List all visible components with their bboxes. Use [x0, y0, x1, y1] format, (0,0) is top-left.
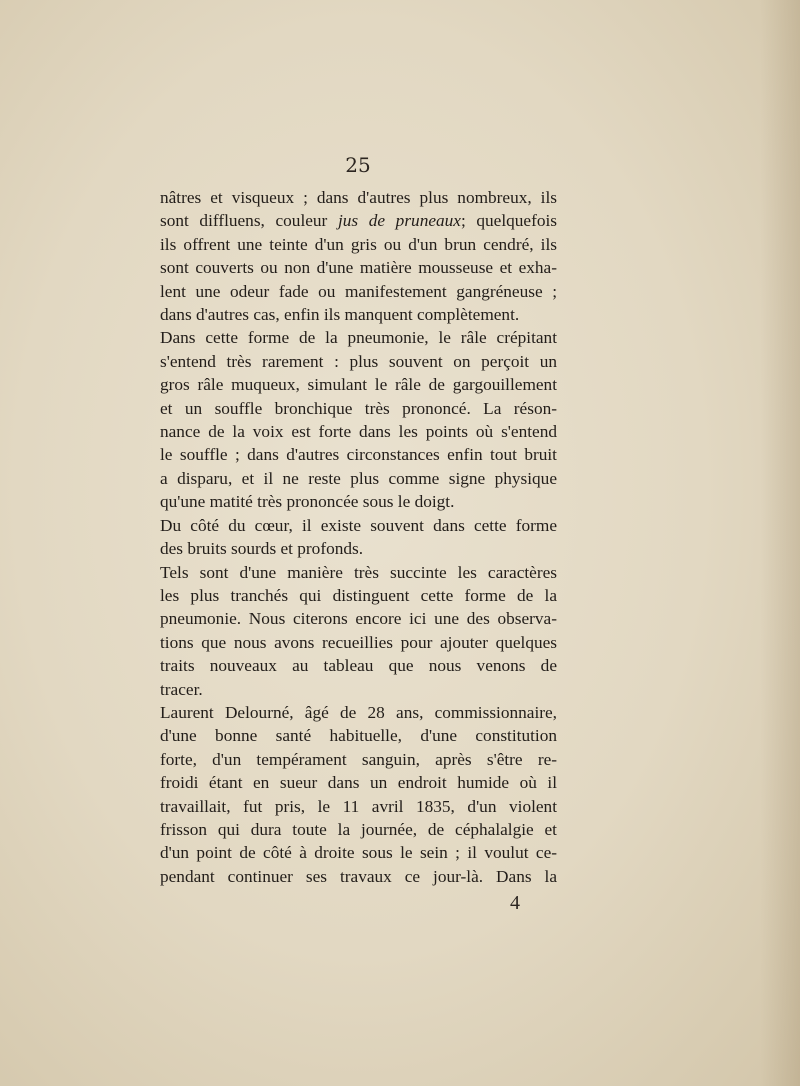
italic-phrase: jus de pruneaux — [337, 211, 461, 231]
page-edge-shadow — [760, 0, 800, 1086]
text-line: et un souffle bronchique très prononcé. La réson- — [160, 398, 557, 418]
text-line: des bruits sourds et profonds. — [160, 539, 364, 559]
text-line: nâtres et visqueux ; dans d'autres plus nombreux, ils — [160, 188, 557, 207]
text-line: nance de la voix est forte dans les points où s'entend — [160, 422, 557, 442]
text-line: qu'une matité très prononcée sous le doigt. — [160, 492, 455, 512]
line-part-b: ; quelquefois — [460, 211, 558, 231]
body-text — [160, 186, 557, 888]
text-line: dans d'autres cas, enfin ils manquent complètement. — [160, 305, 520, 325]
text-line: frisson qui dura toute la journée, de céphalalgie et — [160, 819, 557, 839]
text-line: d'une bonne santé habituelle, d'une constitution — [160, 726, 557, 746]
text-line: forte, d'un tempérament sanguin, après s'être re- — [160, 749, 557, 769]
text-line: travaillait, fut pris, le 11 avril 1835, d'un violent — [160, 796, 557, 816]
text-line: pneumonie. Nous citerons encore ici une des observa- — [160, 609, 557, 629]
text-line: d'un point de côté à droite sous le sein ; il voulut ce- — [160, 843, 557, 863]
text-line-italic — [160, 209, 557, 232]
text-line: s'entend très rarement : plus souvent on perçoit un — [160, 351, 557, 371]
text-line: gros râle muqueux, simulant le râle de gargouillement — [160, 375, 557, 395]
text-line: sont couverts ou non d'une matière mousseuse et exha- — [160, 258, 557, 278]
page-number: 25 — [345, 153, 371, 177]
text-line: ils offrent une teinte d'un gris ou d'un brun cendré, ils — [160, 234, 557, 254]
text-line: pendant continuer ses travaux ce jour-là. Dans la — [160, 866, 557, 886]
text-line: les plus tranchés qui distinguent cette forme de la — [160, 585, 557, 605]
text-line: a disparu, et il ne reste plus comme signe physique — [160, 468, 557, 488]
text-line: Tels sont d'une manière très succinte les caractères — [160, 562, 557, 582]
text-line: Du côté du cœur, il existe souvent dans cette forme — [160, 515, 557, 535]
text-line: Laurent Delourné, âgé de 28 ans, commissionnaire, — [160, 702, 557, 722]
line-part-a: sont diffluens, couleur — [160, 211, 338, 231]
text-line: froidi étant en sueur dans un endroit humide où il — [160, 773, 557, 793]
text-line: tions que nous avons recueillies pour ajouter quelques — [160, 632, 557, 652]
text-line: traits nouveaux au tableau que nous venons de — [160, 656, 557, 676]
text-line: tracer. — [160, 679, 203, 699]
text-line: le souffle ; dans d'autres circonstances enfin tout bruit — [160, 445, 557, 465]
signature-mark: 4 — [510, 892, 520, 914]
text-line: lent une odeur fade ou manifestement gangréneuse ; — [160, 281, 557, 301]
text-line: Dans cette forme de la pneumonie, le râle crépitant — [160, 328, 557, 348]
